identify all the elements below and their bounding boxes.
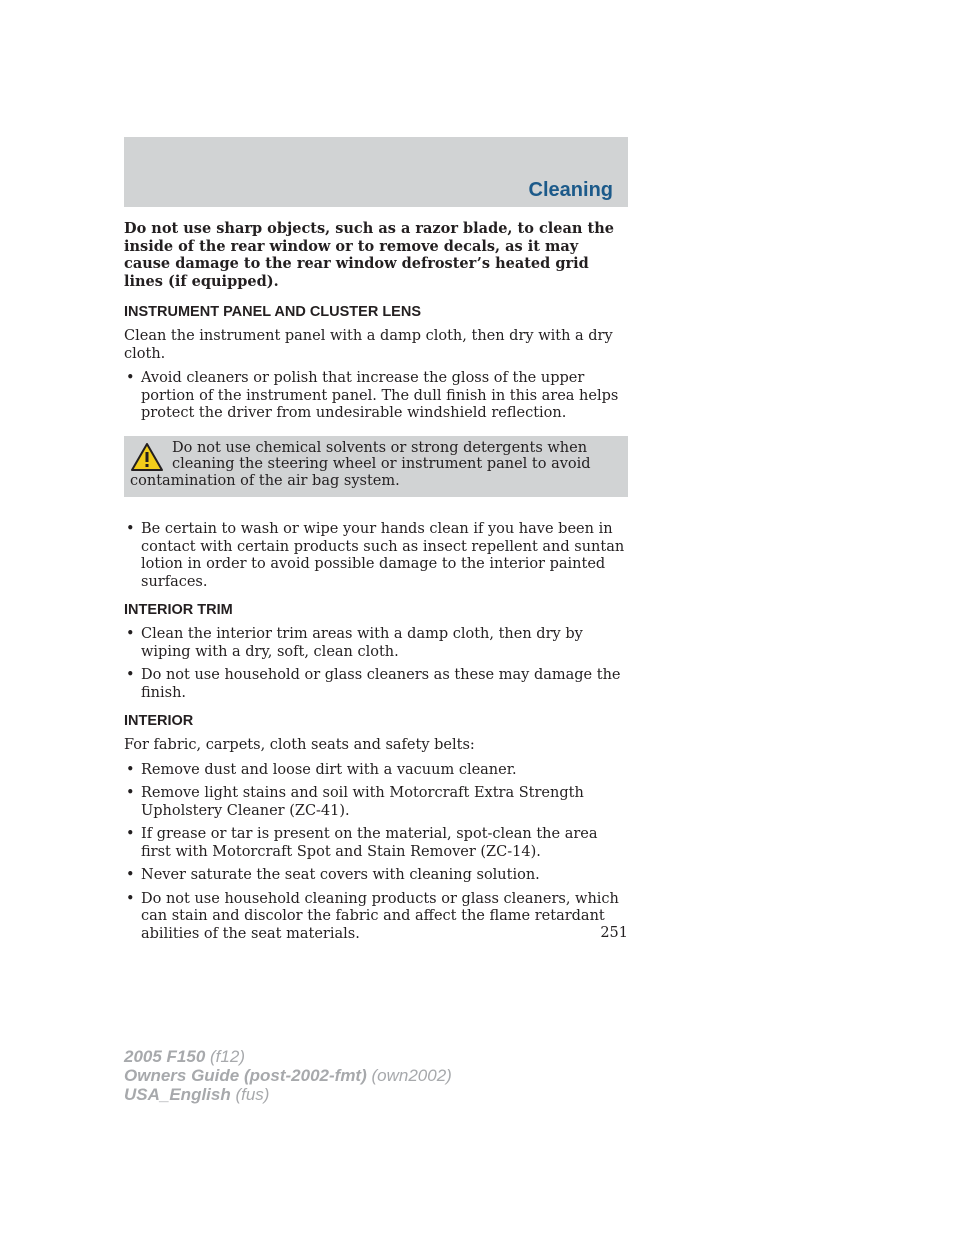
interior-list: [124, 762, 628, 944]
list-item: • Remove light stains and soil with Motorcraft Extra Strength Upholstery Cleaner (ZC-41).: [126, 785, 584, 819]
page-number: 251: [600, 925, 628, 941]
footer-line-3: USA_English (fus): [124, 1085, 270, 1104]
instrument-list-2: [124, 521, 628, 591]
bullet: •: [126, 521, 135, 537]
heading-instrument-panel: INSTRUMENT PANEL AND CLUSTER LENS: [124, 304, 421, 320]
list-item: • Never saturate the seat covers with cleaning solution.: [126, 867, 540, 883]
instrument-text: Clean the instrument panel with a damp cloth, then dry with a dry cloth.: [124, 328, 613, 362]
heading-interior-trim: INTERIOR TRIM: [124, 602, 233, 618]
bullet: •: [126, 890, 135, 907]
bullet: •: [126, 667, 135, 683]
list-item: • Avoid cleaners or polish that increase the gloss of the upper portion of the instrument panel. The dull finish in this area helps protect the driver from undesirable windshield reflection.: [126, 370, 619, 421]
bullet: •: [126, 626, 135, 642]
warning-triangle-icon: [130, 442, 164, 472]
footer-line-2: Owners Guide (post-2002-fmt) (own2002): [124, 1066, 452, 1085]
list-item: • Be certain to wash or wipe your hands clean if you have been in contact with certain products such as insect repellent and suntan lotion in order to avoid possible damage to the interior painted surfaces.: [126, 521, 625, 590]
bullet: •: [126, 761, 135, 778]
bullet: •: [126, 370, 135, 386]
intro-warning: Do not use sharp objects, such as a razor blade, to clean the inside of the rear window or to remove decals, as it may cause damage to the rear window defroster’s heated grid lines (if equipped).: [124, 220, 614, 290]
list-item: • If grease or tar is present on the material, spot-clean the area first with Motorcraft Spot and Stain Remover (ZC-14).: [126, 826, 598, 860]
interior-text: For fabric, carpets, cloth seats and safety belts:: [124, 737, 475, 753]
page-content: [124, 220, 628, 949]
list-item: • Do not use household cleaning products or glass cleaners, which can stain and discolor the fabric and affect the flame retardant abilities of the seat materials.: [126, 890, 619, 942]
trim-list: [124, 626, 628, 702]
list-item: • Do not use household or glass cleaners as these may damage the finish.: [126, 667, 621, 701]
header-band: [124, 137, 628, 207]
bullet: •: [126, 785, 135, 801]
list-item: • Remove dust and loose dirt with a vacuum cleaner.: [126, 761, 517, 778]
bullet: •: [126, 826, 135, 842]
list-item: • Clean the interior trim areas with a damp cloth, then dry by wiping with a dry, soft, clean cloth.: [126, 626, 583, 660]
page-title: Cleaning: [528, 179, 613, 201]
heading-interior: INTERIOR: [124, 713, 194, 729]
caution-box: [124, 436, 628, 498]
instrument-list-1: [124, 370, 628, 423]
footer-line-1: 2005 F150 (f12): [124, 1047, 245, 1066]
caution-text: Do not use chemical solvents or strong detergents when cleaning the steering wheel or instrument panel to avoid contamination of the air bag system.: [130, 439, 591, 489]
footer-info: [124, 1047, 452, 1104]
bullet: •: [126, 867, 135, 883]
